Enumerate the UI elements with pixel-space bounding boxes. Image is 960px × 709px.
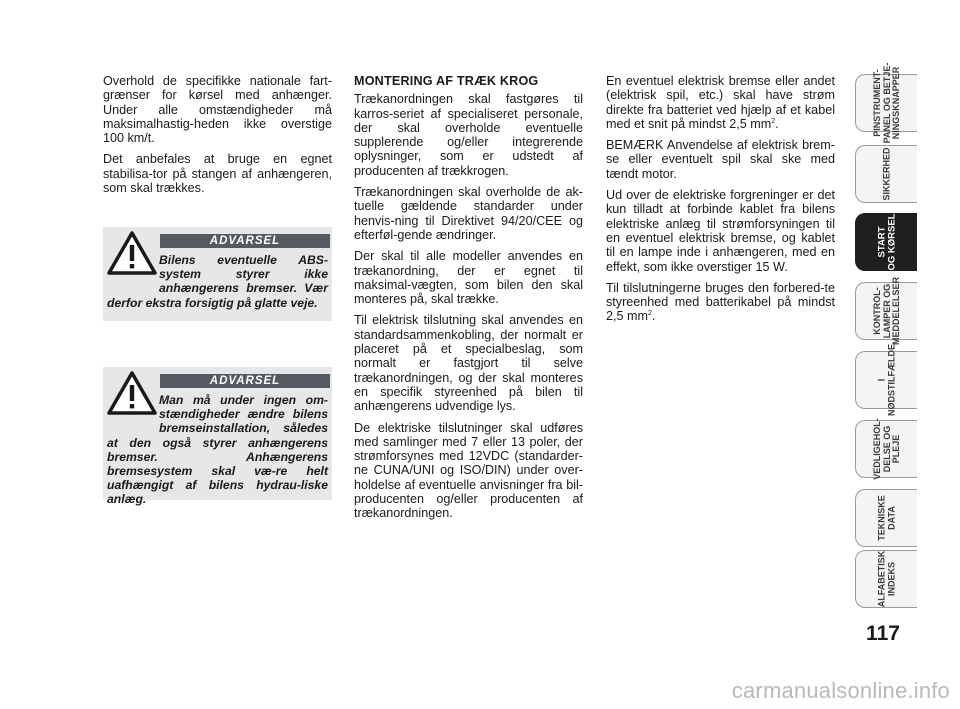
tab-label: PINSTRUMENT- PANEL OG BETJE- NINGSKNAPPER [871,62,901,144]
column-2 [354,74,583,528]
tab-label: SIKKERHED [880,147,891,201]
tab-maintenance[interactable] [855,420,917,478]
tab-start-driving[interactable] [855,213,917,271]
section-heading: MONTERING AF TRÆK KROG [354,74,539,88]
tab-index[interactable] [855,550,917,608]
paragraph: De elektriske tilslutninger skal udføres med samlinger med 7 eller 13 poler, der strømforsynes med 12VDC (standarder-ne CUNA/UNI og ISO/DIN) under over-holdelse af eventuelle anvisninger fra bil-producenten og/eller producenten af trækanordningen. [354,420,583,521]
column-3 [606,74,835,331]
paragraph: Ud over de elektriske forgreninger er det kun tilladt at forbinde kablet fra bilens elektriske anlæg til strømforsyningen til en eventuel elektrisk bremse, og kablet til en lampe inde i anhængeren, med en effekt, som ikke overstiger 15 W. [606,188,835,274]
paragraph: Overhold de specifikke nationale fart-grænser for kørsel med anhænger. Under alle omstændigheder må maksimalhastig-heden ikke overstige 100 km/t. [103,74,332,146]
paragraph: Trækanordningen skal overholde de ak-tuelle gældende standarder under henvis-ning til Direktivet 94/20/CEE og efterføl-gende ændringer. [354,185,583,242]
warning-text: Bilens eventuelle ABS-system styrer ikke anhængerens bremser. Vær derfor ekstra forsigtig på glatte veje. [107,253,328,310]
warning-box [103,227,332,321]
tab-emergency[interactable] [855,344,917,416]
column-1 [103,74,332,202]
tab-warning-lights[interactable] [855,276,917,346]
tab-label: ALFABETISK INDEKS [876,550,896,608]
tab-label: TEKNISKE DATA [876,495,896,541]
tab-label: KONTROL- LAMPER OG MEDDELELSER [871,276,901,346]
paragraph: Det anbefales at bruge en egnet stabilisa-tor på stangen af anhængeren, som skal trækkes. [103,152,332,196]
paragraph: En eventuel elektrisk bremse eller andet (elektrisk spil, etc.) skal have strøm direkte fra batteriet ved hjælp af et kabel med et snit på mindst 2,5 $mm^2$. [606,74,835,131]
page-number: 117 [866,622,900,645]
paragraph: Til elektrisk tilslutning skal anvendes en standardsammenkobling, der normalt er placeret på et specialbeslag, som normalt er fastgjort til selve trækanordningen, og der skal monteres en specifik styreenhed på bilen til anhængerens udvendige lys. [354,313,583,414]
warning-box [103,367,332,507]
tab-instrument-panel[interactable] [855,62,917,144]
tab-label: I NØDSTILFÆLDE [876,344,896,416]
paragraph: BEMÆRK Anvendelse af elektrisk brem-se eller eventuelt spil skal ske med tændt motor. [606,138,835,181]
watermark: carmanualsonline.info [731,678,950,703]
warning-text: Man må under ingen om-stændigheder ændre bilens bremseinstallation, således at den også styrer anhængerens bremser. Anhængerens bremsesystem skal væ-re helt uafhængigt af bilens hydrau-liske anlæg. [107,393,328,507]
paragraph: Der skal til alle modeller anvendes en trækanordning, der er egnet til maksimal-vægten, som bilen den skal monteres på, skal trække. [354,249,583,307]
tab-label: VEDLIGEHOL- DELSE OG PLEJE [871,418,901,480]
tab-label: START OG KØRSEL [876,213,897,271]
paragraph: Trækanordningen skal fastgøres til karros-seriet af specialiseret personale, der skal overholde eventuelle supplerende og/eller integrerende oplysninger, som er udstedt af producenten af trækkrogen. [354,92,583,178]
tab-technical-data[interactable] [855,489,917,547]
warning-title: ADVARSEL [160,374,330,388]
paragraph: Til tilslutningerne bruges den forbered-te styreenhed med batterikabel på mindst 2,5 $mm^2$. [606,280,835,324]
warning-title: ADVARSEL [160,234,330,248]
tab-safety[interactable] [855,145,917,203]
